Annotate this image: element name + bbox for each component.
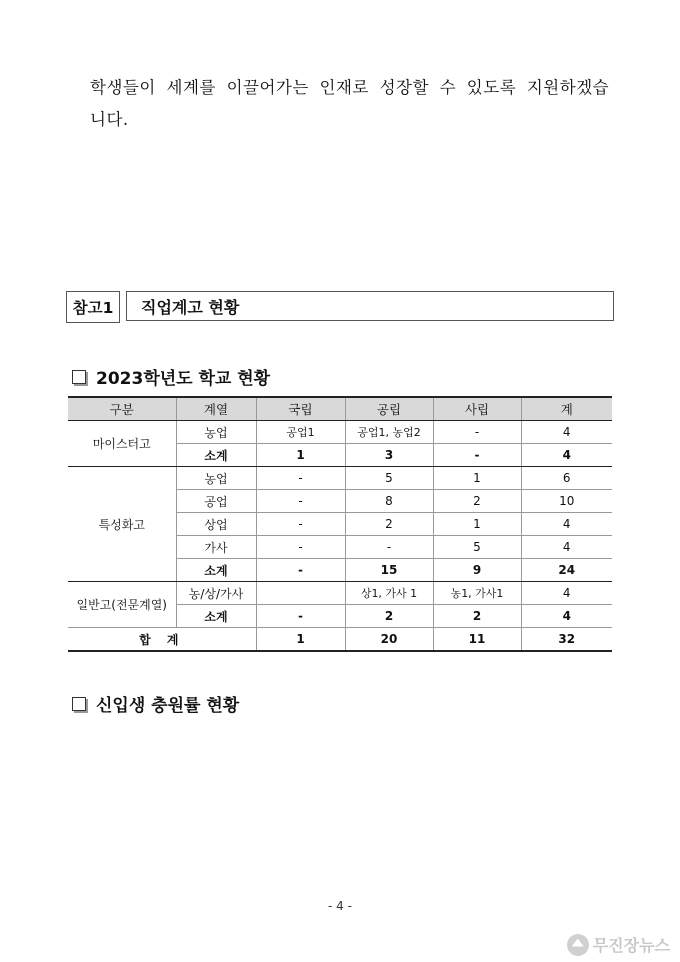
cell-national: - bbox=[256, 513, 345, 536]
cell-total: 32 bbox=[521, 628, 612, 652]
cell-national bbox=[256, 582, 345, 605]
group-label-meister: 마이스터고 bbox=[68, 421, 176, 467]
header-national: 국립 bbox=[256, 397, 345, 421]
table-row bbox=[68, 421, 612, 444]
cell-total: 10 bbox=[521, 490, 612, 513]
cell-total: 24 bbox=[521, 559, 612, 582]
checkbox-square-icon bbox=[72, 697, 86, 711]
watermark bbox=[567, 933, 670, 956]
cell-total: 4 bbox=[521, 444, 612, 467]
cell-field: 가사 bbox=[176, 536, 256, 559]
cell-public: 8 bbox=[345, 490, 433, 513]
reference-title: 직업계고 현황 bbox=[126, 291, 614, 321]
cell-private: 농1, 가사1 bbox=[433, 582, 521, 605]
cell-private: - bbox=[433, 421, 521, 444]
cell-national: - bbox=[256, 467, 345, 490]
cell-field: 소계 bbox=[176, 559, 256, 582]
section-title: 신입생 충원률 현황 bbox=[96, 696, 240, 716]
cell-public: 2 bbox=[345, 605, 433, 628]
cell-national: 공업1 bbox=[256, 421, 345, 444]
watermark-text: 무진장뉴스 bbox=[592, 936, 670, 955]
cell-public: 5 bbox=[345, 467, 433, 490]
section-heading-school-status bbox=[72, 364, 270, 389]
header-category: 구분 bbox=[68, 397, 176, 421]
cell-field: 농/상/가사 bbox=[176, 582, 256, 605]
group-label-specialized: 특성화고 bbox=[68, 467, 176, 582]
paragraph-line-2: 니다. bbox=[90, 110, 129, 129]
grand-total-label: 합 계 bbox=[68, 628, 256, 652]
section-heading-enrollment bbox=[72, 691, 239, 716]
page-number: - 4 - bbox=[328, 899, 352, 913]
cell-public: 3 bbox=[345, 444, 433, 467]
section-title: 2023학년도 학교 현황 bbox=[96, 369, 271, 389]
table-header-row bbox=[68, 397, 612, 421]
cell-public: 상1, 가사 1 bbox=[345, 582, 433, 605]
cell-public: 공업1, 농업2 bbox=[345, 421, 433, 444]
cell-private: 5 bbox=[433, 536, 521, 559]
cell-national: - bbox=[256, 536, 345, 559]
school-status-table bbox=[68, 396, 612, 652]
cell-public: 2 bbox=[345, 513, 433, 536]
table-row bbox=[68, 467, 612, 490]
cell-total: 4 bbox=[521, 421, 612, 444]
cell-field: 농업 bbox=[176, 421, 256, 444]
checkbox-square-icon bbox=[72, 370, 86, 384]
cell-national: - bbox=[256, 490, 345, 513]
cell-field: 소계 bbox=[176, 605, 256, 628]
cell-field: 상업 bbox=[176, 513, 256, 536]
cell-private: 2 bbox=[433, 605, 521, 628]
header-private: 사립 bbox=[433, 397, 521, 421]
cell-public: - bbox=[345, 536, 433, 559]
cell-private: 2 bbox=[433, 490, 521, 513]
cell-national: 1 bbox=[256, 628, 345, 652]
cell-field: 농업 bbox=[176, 467, 256, 490]
cell-total: 4 bbox=[521, 605, 612, 628]
cell-private: 11 bbox=[433, 628, 521, 652]
mountain-logo-icon bbox=[567, 934, 589, 956]
cell-national: 1 bbox=[256, 444, 345, 467]
cell-field: 소계 bbox=[176, 444, 256, 467]
table-row bbox=[68, 582, 612, 605]
cell-private: - bbox=[433, 444, 521, 467]
group-label-general: 일반고(전문계열) bbox=[68, 582, 176, 628]
paragraph-line-1: 학생들이 세계를 이끌어가는 인재로 성장할 수 있도록 지원하겠습 bbox=[90, 78, 610, 97]
cell-national: - bbox=[256, 559, 345, 582]
reference-tag: 참고1 bbox=[66, 291, 120, 323]
header-total: 계 bbox=[521, 397, 612, 421]
cell-total: 6 bbox=[521, 467, 612, 490]
cell-private: 9 bbox=[433, 559, 521, 582]
table-row-grand-total bbox=[68, 628, 612, 652]
cell-total: 4 bbox=[521, 582, 612, 605]
cell-public: 15 bbox=[345, 559, 433, 582]
body-paragraph bbox=[90, 72, 620, 136]
cell-field: 공업 bbox=[176, 490, 256, 513]
cell-national: - bbox=[256, 605, 345, 628]
header-public: 공립 bbox=[345, 397, 433, 421]
cell-public: 20 bbox=[345, 628, 433, 652]
cell-total: 4 bbox=[521, 536, 612, 559]
cell-total: 4 bbox=[521, 513, 612, 536]
reference-header bbox=[66, 291, 614, 323]
header-field: 계열 bbox=[176, 397, 256, 421]
cell-private: 1 bbox=[433, 467, 521, 490]
cell-private: 1 bbox=[433, 513, 521, 536]
